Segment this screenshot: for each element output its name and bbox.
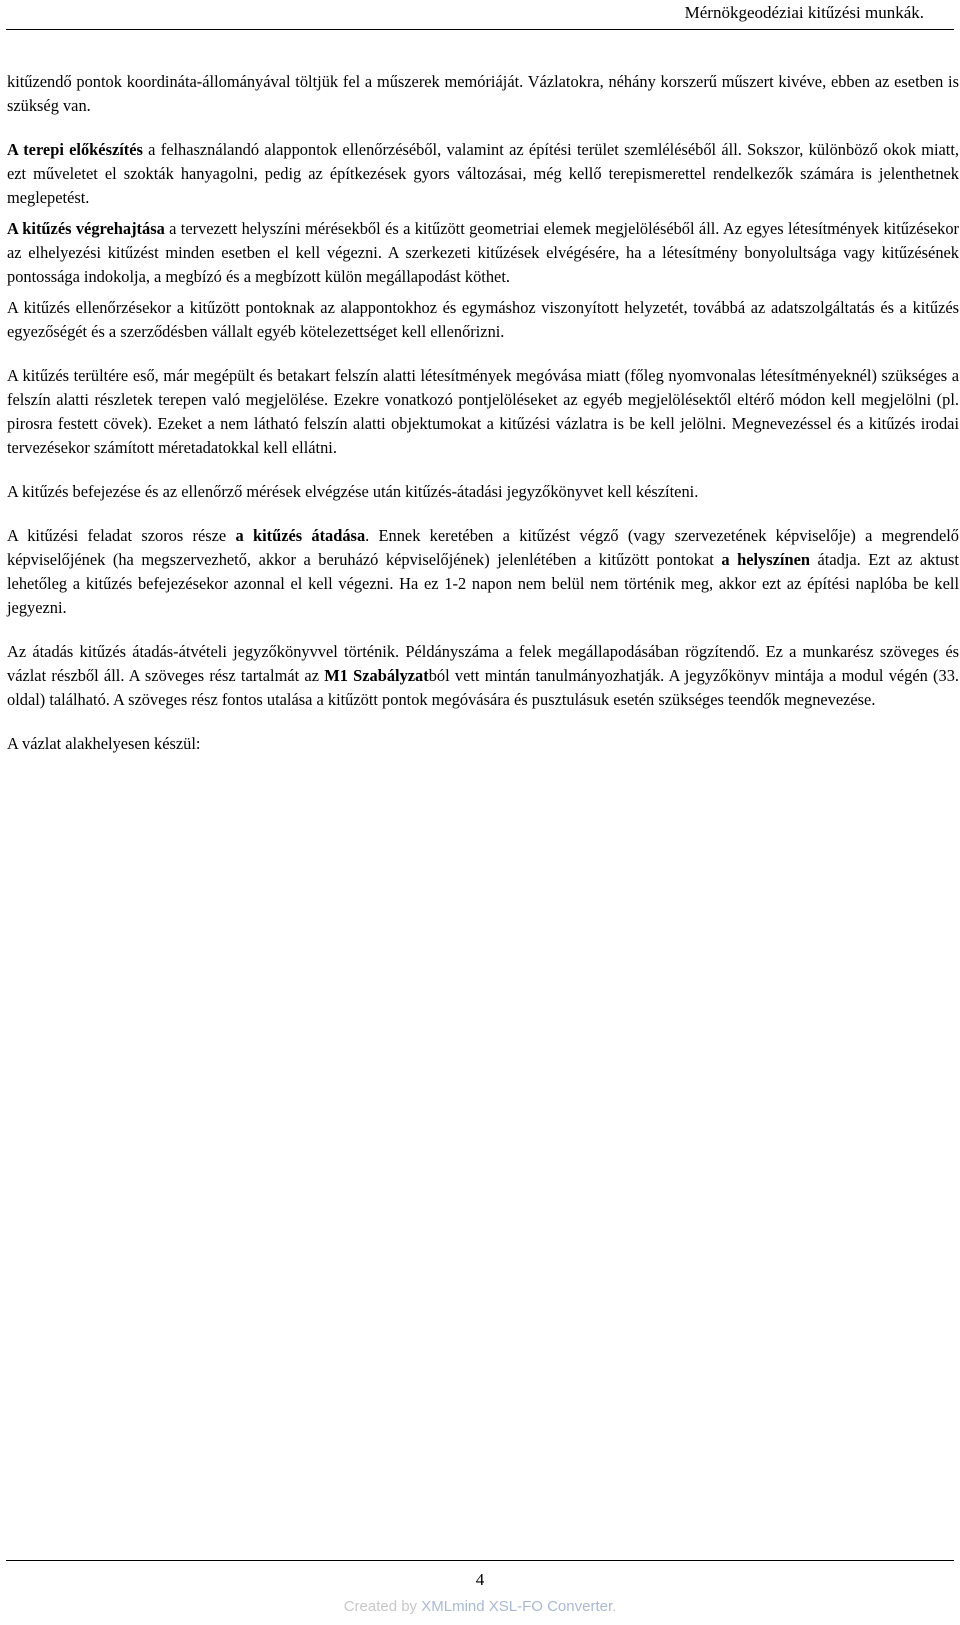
running-header-title: Mérnökgeodéziai kitűzési munkák. — [684, 3, 924, 22]
paragraph-text: A kitűzési feladat szoros része — [7, 526, 236, 545]
document-body — [7, 70, 959, 776]
paragraph-text: kitűzendő pontok koordináta-állományával töltjük fel a műszerek memóriáját. Vázlatokra, néhány korszerű műszert kivéve, ebben az esetben is szükség van. — [7, 72, 959, 115]
paragraph-text: átadja. Ezt az aktust lehetőleg a kitűzés befejezésekor azonnal el kell végezni. Ha ez 1-2 napon nem belül nem történik meg, akkor ezt az építési naplóba be kell jegyezni. — [7, 550, 959, 617]
paragraph-text: A kitűzés terültére eső, már megépült és betakart felszín alatti létesítmények megóvása miatt (főleg nyomvonalas létesítményeknél) szükséges a felszín alatti részletek terepen való megjelölése. Ezekre vonatkozó pontjelöléseket az egyéb megjelölésektől eltérő módon kell megjelölni (pl. pirosra festett cövek). Ezeket a nem látható felszín alatti objektumokat a kitűzési vázlatra is be kell jelölni. Megnevezéssel és a kitűzés irodai tervezésekor számított méretadatokkal kell ellátni. — [7, 366, 959, 457]
footer-divider — [6, 1560, 954, 1561]
paragraph-text: . Ennek keretében a kitűzést végző (vagy szervezetének képviselője) a megrendelő képviselőjének (ha megszervezhető, akkor a beruházó képviselőjének) jelenlétében a kitűzött pontokat — [7, 526, 960, 569]
paragraph-kituzes-vegrehajtasa — [7, 217, 959, 289]
page-footer — [0, 1560, 960, 1625]
term-terepi-elokeszites: A terepi előkészítés — [7, 140, 143, 159]
paragraph-ellenorzes — [7, 296, 959, 344]
paragraph-atadas-atveteli — [7, 640, 959, 712]
paragraph-text: A kitűzés befejezése és az ellenőrző mérések elvégzése után kitűzés-átadási jegyzőkönyvet kell készíteni. — [7, 482, 699, 501]
paragraph-text: a felhasználandó alappontok ellenőrzéséből, valamint az építési terület szemléléséből áll. Sokszor, különböző okok miatt, ezt műveletet el szokták hanyagolni, pedig az építkezések gyors változásai, még kellő terepismerettel rendelkezők számára is jelenthetnek meglepetést. — [7, 140, 959, 207]
credit-suffix: . — [612, 1598, 617, 1615]
paragraph-vazlat — [7, 732, 959, 756]
term-kituzes-vegrehajtasa: A kitűzés végrehajtása — [7, 219, 165, 238]
paragraph-kituzes-atadasa — [7, 524, 959, 620]
paragraph-text: A kitűzés ellenőrzésekor a kitűzött pontoknak az alappontokhoz és egymáshoz viszonyított helyzetét, továbbá az adatszolgáltatás és a kitűzés egyezőségét és a szerződésben vállalt egyéb kötelezettséget kell ellenőrizni. — [7, 298, 959, 341]
paragraph-text: Az átadás kitűzés átadás-átvételi jegyzőkönyvvel történik. Példányszáma a felek megállapodásában rögzítendő. Ez a munkarész szöveges és vázlat részből áll. A szöveges rész tartalmát az — [7, 642, 959, 685]
term-kituzes-atadasa: a kitűzés átadása — [235, 526, 366, 545]
credit-link[interactable]: XMLmind XSL-FO Converter — [421, 1598, 613, 1615]
paragraph-continuation — [7, 70, 959, 118]
page-header — [0, 0, 960, 30]
paragraph-felszin-alatti — [7, 364, 959, 460]
paragraph-text: A vázlat alakhelyesen készül: — [7, 734, 201, 753]
converter-credit — [0, 1598, 960, 1615]
term-helyszinen: a helyszínen — [721, 550, 810, 569]
header-divider — [6, 29, 954, 30]
term-m1-szabalyzat: M1 Szabályzat — [324, 666, 429, 685]
paragraph-text: a tervezett helyszíni mérésekből és a kitűzött geometriai elemek megjelöléséből áll. Az egyes létesítmények kitűzésekor az elhelyezési kitűzést minden esetben el kell végezni. A szerkezeti kitűzések elvégésére, ha a létesítmény bonyolultsága vagy kitűzésének pontossága indokolja, a megbízó és a megbízott külön megállapodást köthet. — [7, 219, 959, 286]
paragraph-text: ból vett mintán tanulmányozhatják. A jegyzőkönyv mintája a modul végén (33. oldal) található. A szöveges rész fontos utalása a kitűzött pontok megóvására és pusztulásuk esetén szükséges teendők megnevezése. — [7, 666, 960, 709]
paragraph-terepi-elokeszites — [7, 138, 959, 210]
page-number: 4 — [475, 1570, 485, 1589]
paragraph-jegyzokonyv — [7, 480, 959, 504]
credit-prefix: Created by — [343, 1598, 422, 1615]
